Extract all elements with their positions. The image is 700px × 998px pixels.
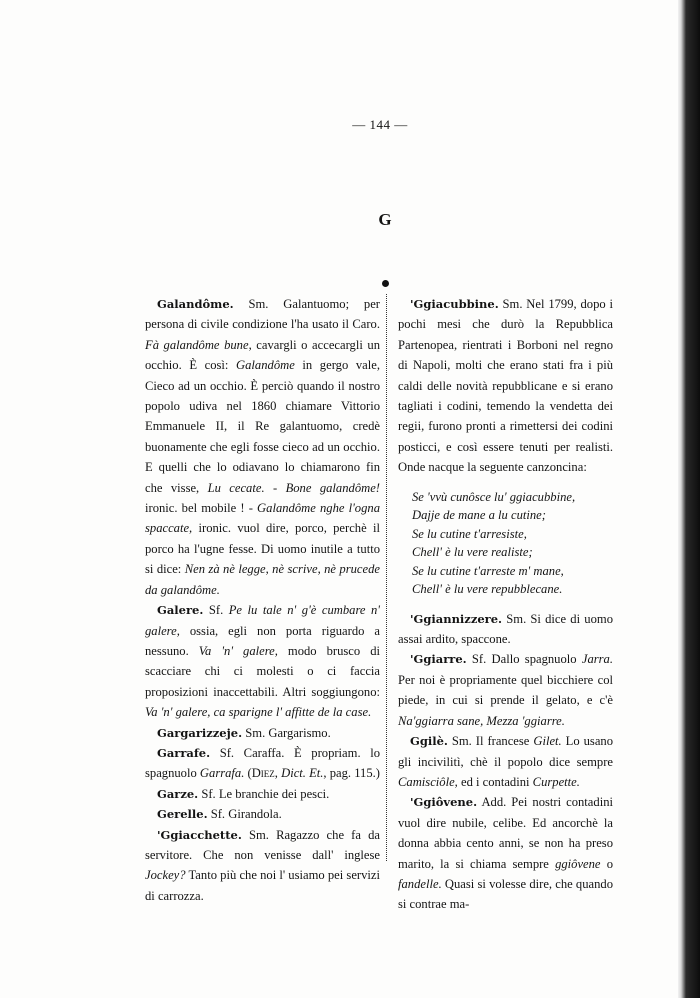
entry-example: Camisciôle, xyxy=(398,774,458,789)
poem-line: Dajje de mane a lu cutine; xyxy=(412,508,546,523)
entry-headword: Garze. xyxy=(157,786,199,801)
entry-example: Gilet. xyxy=(533,734,562,749)
entry-example: Garrafa. xyxy=(199,766,245,781)
entry-headword: Galandôme. xyxy=(157,297,234,311)
right-column xyxy=(398,294,613,915)
entry-headword: 'Ggiannizzere. xyxy=(410,611,503,626)
entry-example: Jarra. xyxy=(581,652,613,667)
entry-headword: 'Ggiacubbine. xyxy=(410,297,499,311)
page-number: — 144 — xyxy=(352,117,408,132)
poem-line: Chell' è lu vere repubblecane. xyxy=(412,582,563,597)
entry-text: Sf. Le branchie dei pesci. xyxy=(198,786,330,801)
entry-text: modo brusco di scacciare chi ci molesti o ci faccia proposizioni inaccettabili. Altri soggiungono: xyxy=(145,643,380,699)
entry-text: ossia, egli non porta riguardo a nessuno. xyxy=(145,623,380,658)
entry-text: Add. Pei nostri contadini vuol dire nubile, celibe. Ed ancorchè la donna abbia cento anni, se non ha preso marito, la si chiama sempre xyxy=(398,795,613,871)
entry-text: Quasi si volesse dire, che quando si contrae ma- xyxy=(398,876,613,912)
entry-example: Curpette. xyxy=(532,774,580,789)
column-divider-dot xyxy=(382,280,389,287)
entry-text: o xyxy=(600,856,613,871)
entry-text: Sf. Caraffa. È propriam. lo spagnuolo xyxy=(145,745,380,781)
entry-text: Sm. Gargarismo. xyxy=(242,725,331,740)
entry-example: Nen zà nè legge, nè scrive, nè prucede da galandôme. xyxy=(145,562,380,597)
entry-example: ggiôvene xyxy=(555,856,601,871)
entry-text: Per noi è propriamente quel bicchiere col piede, in cui si prende il gelato, e c'è xyxy=(398,672,613,708)
entry-example: Fà galandôme bune xyxy=(145,337,249,352)
entry-text: ironic. bel mobile ! xyxy=(145,501,249,516)
entry-ggiannizzere xyxy=(398,609,613,650)
entry-text: , cavargli o accecargli un occhio. È così: xyxy=(145,337,381,373)
entry-example: - Galandôme nghe l'ogna spaccate, xyxy=(145,501,380,536)
entry-example: fandelle. xyxy=(398,876,442,891)
entry-galandome xyxy=(145,294,380,600)
entry-text: ironic. vuol dire, porco, perchè il porco ha l'ugne fesse. Di uomo inutile a tutto si dice: xyxy=(145,521,380,577)
entry-text: Sf. Dallo spagnuolo xyxy=(466,652,582,667)
entry-text: Sm. Si dice di uomo assai ardito, spaccone. xyxy=(398,611,613,647)
entry-gerelle xyxy=(145,804,380,824)
entry-ggiacubbine xyxy=(398,294,613,478)
entry-text: Sm. Ragazzo che fa da servitore. Che non venisse dall' inglese xyxy=(145,827,380,862)
entry-headword: Galere. xyxy=(157,603,204,618)
poem-line: Se 'vvù cunôsce lu' ggiacubbine, xyxy=(412,489,576,504)
entry-headword: Garrafe. xyxy=(157,745,211,760)
entry-headword: 'Ggiarre. xyxy=(410,652,467,667)
page-edge-shadow xyxy=(678,0,700,998)
entry-gargarizzeje xyxy=(145,723,380,743)
entry-garze xyxy=(145,784,380,804)
entry-headword: Ggilè. xyxy=(410,734,448,749)
entry-text: Lo usano gli incivilitì, chè il popolo dice sempre xyxy=(398,734,613,769)
entry-example: Va 'n' galere, xyxy=(198,643,278,658)
entry-text: Tanto più che noi l' usiamo pei servizi di carrozza. xyxy=(145,868,380,903)
entry-headword: 'Ggiôvene. xyxy=(410,795,478,810)
entry-headword: Gargarizzeje. xyxy=(157,725,243,740)
entry-text: in gergo vale, Cieco ad un occhio. È perciò quando il nostro popolo udiva nel 1860 chiamare Vittorio Emmanuele II, il Re galantuomo, credè buonamente che egli fosse cieco ad un occhio. E quelli che lo odiavano lo chiamarono fin che visse, xyxy=(145,358,380,495)
entry-text: Sf. xyxy=(203,603,229,618)
entry-ggiacchette xyxy=(145,825,380,907)
entry-author: Diez xyxy=(251,766,275,781)
poem-block xyxy=(412,488,613,599)
entry-text: ( xyxy=(244,766,252,781)
poem-line: Se lu cutine t'arresiste, xyxy=(412,526,527,541)
poem-line: Se lu cutine t'arreste m' mane, xyxy=(412,563,564,578)
entry-text: , xyxy=(274,766,282,781)
entry-garrafe xyxy=(145,743,380,784)
entry-headword: Gerelle. xyxy=(157,807,208,822)
entry-text: Sm. Il francese xyxy=(447,734,534,749)
entry-text: Sf. Girandola. xyxy=(207,807,282,822)
entry-headword: 'Ggiacchette. xyxy=(157,827,242,842)
entry-reference: Dict. Et. xyxy=(281,766,324,781)
section-letter: G xyxy=(378,210,392,229)
column-divider xyxy=(386,294,393,861)
entry-example: Galandôme xyxy=(236,358,295,373)
entry-text: ed i contadini xyxy=(457,774,533,789)
entry-example: Pe lu tale n' g'è cumbare n' galere, xyxy=(145,603,380,638)
entry-text: Sm. Galantuomo; per persona di civile condizione l'ha usato il Caro. xyxy=(145,297,380,332)
left-column xyxy=(145,294,380,906)
entry-text: Sm. Nel 1799, dopo i pochi mesi che durò la Repubblica Partenopea, rientrati i Borboni nel regno di Napoli, molti che erano stati fra i più caldi delle novità repubblicane e si erano tagliati i codini, temendo la vendetta dei regii, furono pronti a rimettersi dei codini posticci, e così essere tenuti per realisti. Onde nacque la seguente canzoncina: xyxy=(398,297,613,475)
entry-ggile xyxy=(398,731,613,792)
entry-example: Na'ggiarra sane, Mezza 'ggiarre. xyxy=(398,713,565,728)
entry-text: , pag. 115.) xyxy=(323,766,380,781)
entry-example: Jockey? xyxy=(145,868,186,883)
entry-ggiarre xyxy=(398,649,613,731)
entry-example: Lu cecate. - Bone galandôme! xyxy=(207,480,380,495)
entry-galere xyxy=(145,600,380,722)
entry-ggiovene xyxy=(398,792,613,914)
entry-example: Va 'n' galere, ca sparigne l' affitte de la case. xyxy=(145,705,372,720)
poem-line: Chell' è lu vere realiste; xyxy=(412,545,533,560)
